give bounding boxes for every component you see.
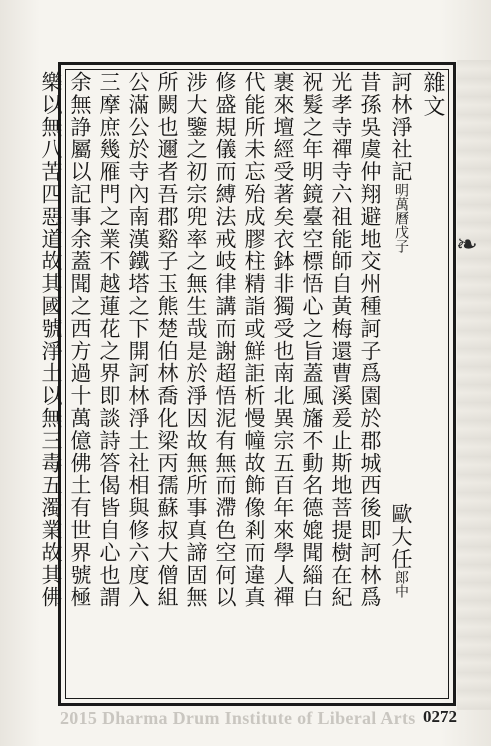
text-column-7: 涉大鑒之初宗兜率之無生哉是於淨因故無所事真諦固無 (181, 71, 211, 697)
doc-author: 歐大任 (389, 503, 413, 571)
text-column-6: 修盛規儀而縛法戒岐律講而謝超悟泥有無而滯色空何以 (210, 71, 240, 697)
text-column-4: 裹來壇經受著矣衣鉢非獨受也南北異宗五百年來學人禪 (268, 71, 298, 697)
text-column-10: 三摩庶幾雁門之業不越蓮花之界即談詩答偈皆自心也謂 (94, 71, 124, 697)
section-title: 雜文 (420, 71, 445, 118)
doc-title-column (386, 71, 416, 697)
text-column-11: 余無諍屬以記事余蓋聞之西方過十萬億佛土有世界號極 (65, 71, 95, 697)
text-column-8: 所闕也邇者吾郡谿子玉熊楚伯林喬化梁丙孺蘇叔大僧組 (152, 71, 182, 697)
text-column-12: 樂以無八苦四惡道故其國號淨土以無三毒五濁業故其佛 (39, 71, 63, 609)
footer-watermark: 2015 Dharma Drum Institute of Liberal Arts (60, 708, 416, 728)
doc-dated: 明萬曆 (393, 183, 409, 225)
doc-dated-year: 戊子 (393, 225, 409, 253)
text-column-5: 代能所未忘殆成膠柱精詣或鮮詎析慢幢故飾像剎而違真 (239, 71, 269, 697)
adjacent-page-bleed (457, 60, 491, 710)
page-number: 0272 (423, 707, 457, 726)
margin-mark: ❧ (456, 230, 478, 260)
text-column-9: 公滿公於寺內南漢鐵塔之下開訶林淨土社相與修六度入 (123, 71, 153, 697)
text-column-2: 光孝寺禪寺六祖能師自黃梅還曹溪爰止斯地菩提樹在紀 (326, 71, 356, 697)
doc-title: 訶林淨社記 (389, 71, 413, 183)
text-column-1: 昔孫吳虞仲翔避地交州種訶子爲園於郡城西後即訶林爲 (355, 71, 385, 697)
text-frame (39, 62, 456, 706)
doc-author-note: 郎中 (393, 570, 409, 599)
text-column-3: 祝髮之年明鏡臺空標悟心之旨蓋風旛不動名德媲聞緇白 (297, 71, 327, 697)
